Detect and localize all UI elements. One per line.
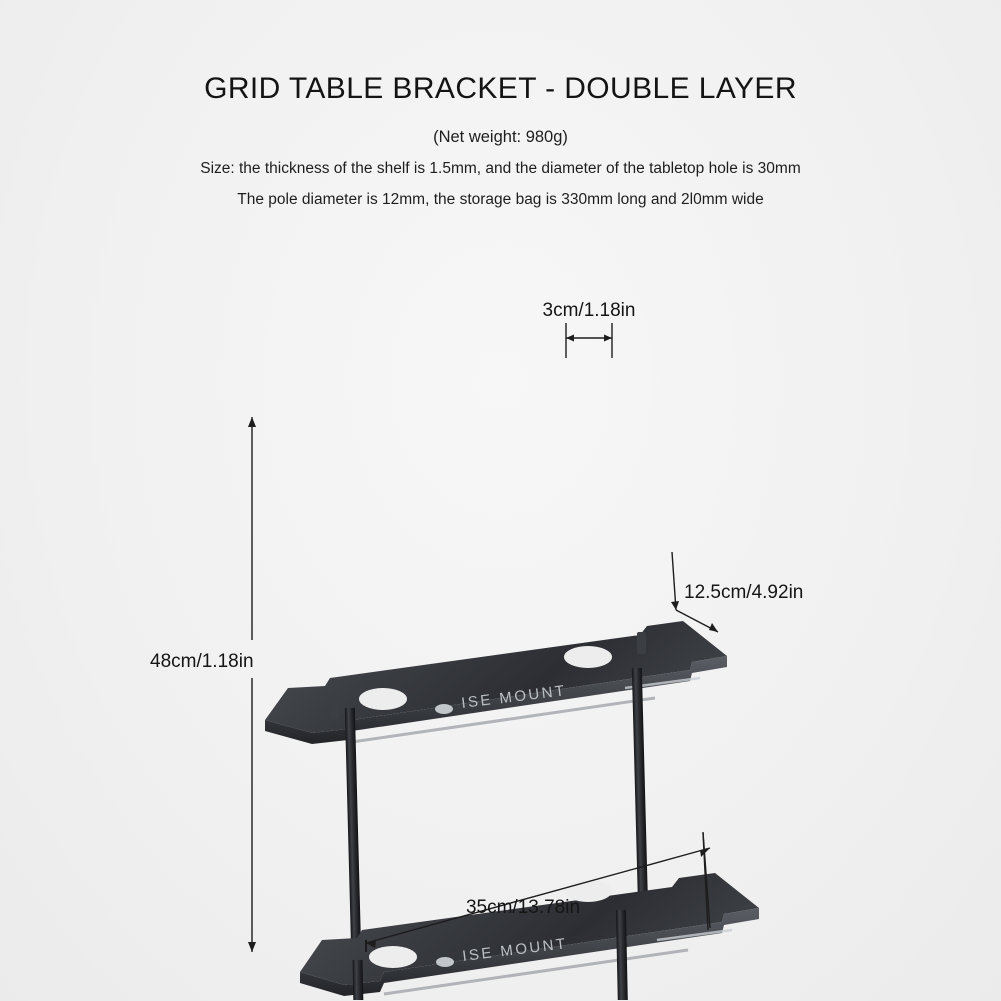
header	[0, 72, 1001, 222]
pole-cap-left	[330, 697, 339, 719]
pole-line: The pole diameter is 12mm, the storage bag is 330mm long and 2l0mm wide	[237, 191, 764, 208]
dimension-label-depth: 12.5cm/4.92in	[684, 582, 804, 603]
bottom-shelf	[300, 873, 759, 996]
dimension-label-height: 48cm/1.18in	[150, 651, 254, 672]
bottom-shelf-hole-left	[369, 946, 417, 968]
dimension-label-width: 35cm/13.78in	[465, 897, 581, 918]
top-shelf-hole-left	[359, 688, 407, 710]
net-weight-line: (Net weight: 980g)	[433, 128, 568, 146]
dimension-hole-spacing	[566, 323, 612, 358]
pole-cap-right	[637, 632, 646, 654]
pole-upper-left	[345, 708, 362, 958]
top-shelf-hole-right	[564, 646, 612, 668]
size-line: Size: the thickness of the shelf is 1.5mm, and the diameter of the tabletop hole is 30mm	[200, 160, 801, 177]
top-shelf	[265, 621, 727, 744]
product-diagram	[0, 280, 1001, 1000]
dimension-height	[248, 417, 256, 952]
dimension-label-hole-spacing: 3cm/1.18in	[542, 300, 636, 321]
pole-upper-right	[632, 668, 649, 918]
brand-text-bottom: ISE MOUNT	[461, 935, 569, 965]
brand-text-top: ISE MOUNT	[460, 682, 568, 712]
page-title: GRID TABLE BRACKET - DOUBLE LAYER	[204, 72, 797, 105]
